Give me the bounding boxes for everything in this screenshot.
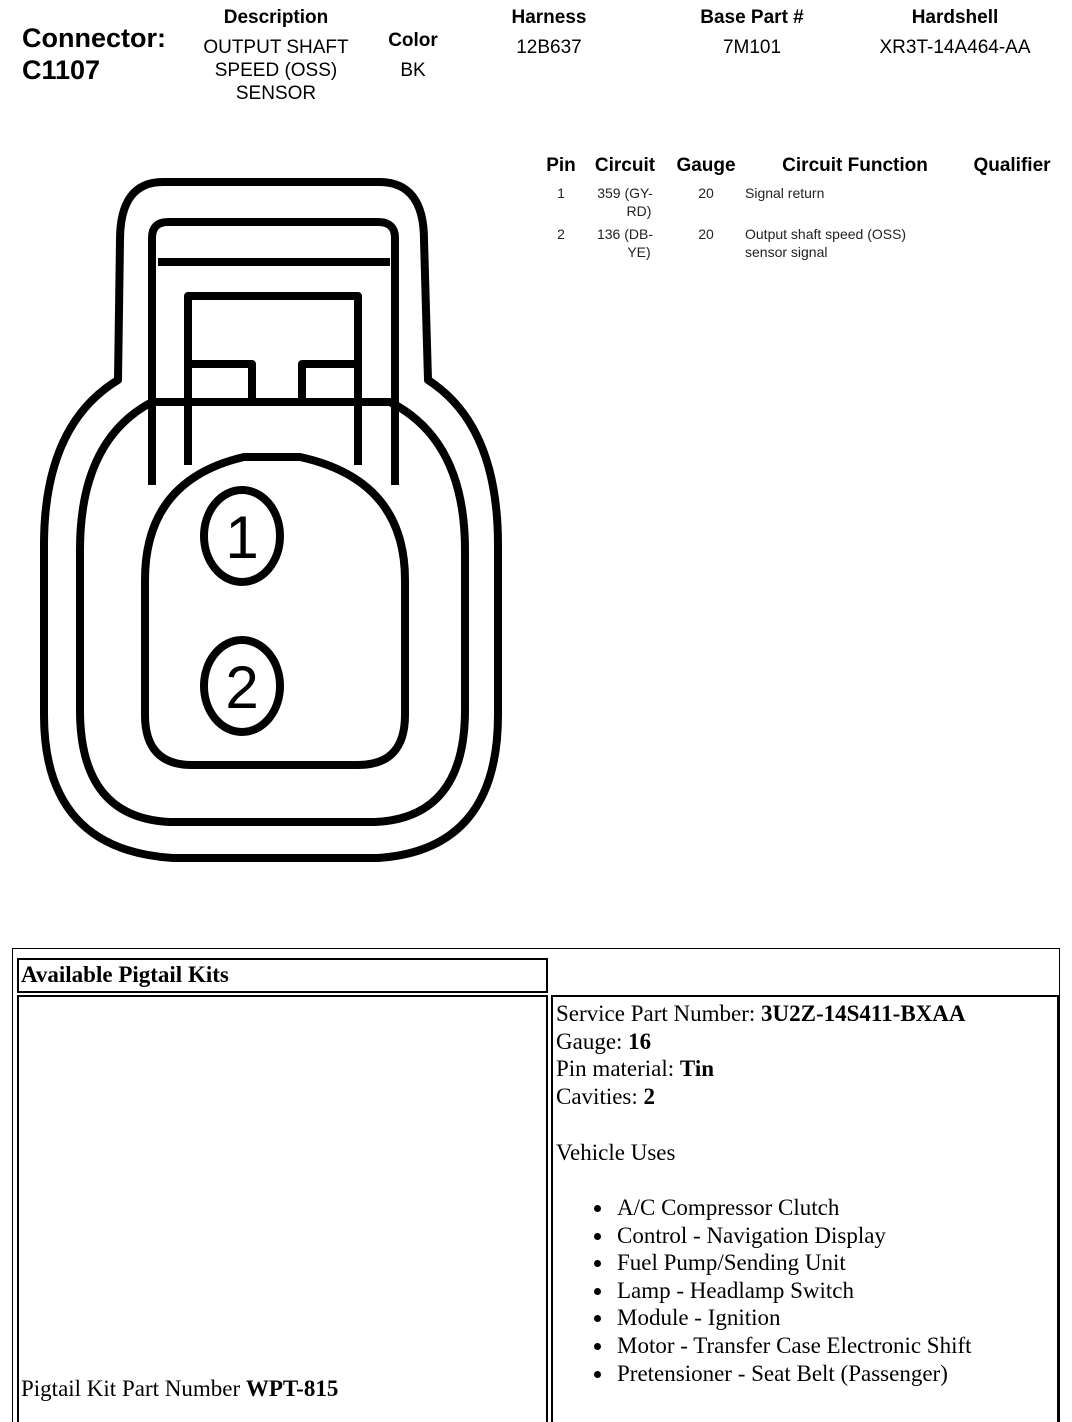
connector-face-diagram <box>40 170 520 870</box>
pin-function-line: Output shaft speed (OSS) <box>745 226 907 242</box>
base-part-column <box>680 6 824 59</box>
pin-material-value: Tin <box>679 1056 715 1081</box>
pin-number: 1 <box>557 185 565 201</box>
cavities-label: Cavities: <box>556 1084 644 1109</box>
hardshell-column <box>855 6 1055 59</box>
pin-number: 2 <box>557 226 565 242</box>
pin-1-label: 1 <box>225 504 259 571</box>
kit-part-label: Pigtail Kit Part Number <box>21 1376 246 1401</box>
pin-material <box>556 1055 714 1083</box>
pigtail-kit-part-number <box>21 1376 338 1402</box>
pin-header: Pin <box>546 155 576 176</box>
pin-gauge: 20 <box>698 185 714 201</box>
pin-circuit-line: 136 (DB- <box>596 226 654 242</box>
kit-gauge <box>556 1028 651 1056</box>
connector-heading <box>22 22 166 86</box>
pin-function <box>745 184 955 202</box>
service-part-label: Service Part Number: <box>556 1001 762 1026</box>
gauge-header: Gauge <box>676 155 736 176</box>
harness-column <box>490 6 608 59</box>
cavities <box>556 1083 655 1111</box>
pigtail-image-cell <box>17 995 548 1422</box>
harness-value: 12B637 <box>516 37 582 58</box>
base-part-header: Base Part # <box>700 7 804 28</box>
pin-2-label: 2 <box>225 654 259 721</box>
service-part-value: 3U2Z-14S411-BXAA <box>761 1001 966 1026</box>
description-header: Description <box>223 7 329 28</box>
list-item: Motor - Transfer Case Electronic Shift <box>590 1332 972 1360</box>
pin-function-line: sensor signal <box>745 244 828 260</box>
kit-gauge-value: 16 <box>628 1029 652 1054</box>
pigtail-title: Available Pigtail Kits <box>21 962 229 987</box>
pin-function-line: Signal return <box>745 185 825 201</box>
pin-circuit-line: 359 (GY- <box>597 185 653 201</box>
list-item: Lamp - Headlamp Switch <box>590 1277 972 1305</box>
description-line: OUTPUT SHAFT <box>203 37 349 58</box>
connector-id: C1107 <box>22 55 101 85</box>
color-column <box>374 29 452 82</box>
qualifier-header: Qualifier <box>973 155 1051 176</box>
base-part-value: 7M101 <box>722 37 782 58</box>
cavities-value: 2 <box>643 1084 656 1109</box>
pin-circuit-line: RD) <box>626 203 652 219</box>
pigtail-blank-cell <box>551 958 1059 993</box>
circuit-function-header: Circuit Function <box>782 155 928 176</box>
harness-header: Harness <box>511 7 587 28</box>
hardshell-header: Hardshell <box>911 7 999 28</box>
list-item: A/C Compressor Clutch <box>590 1194 972 1222</box>
description-line: SENSOR <box>235 83 317 104</box>
list-item: Module - Ignition <box>590 1304 972 1332</box>
vehicle-uses-list <box>590 1194 972 1387</box>
vehicle-uses-label: Vehicle Uses <box>556 1140 676 1165</box>
pin-function <box>745 225 955 261</box>
circuit-header: Circuit <box>594 155 656 176</box>
pin-circuit <box>585 225 665 261</box>
list-item: Control - Navigation Display <box>590 1222 972 1250</box>
pin-circuit <box>585 184 665 220</box>
description-line: SPEED (OSS) <box>214 60 338 81</box>
pin-material-label: Pin material: <box>556 1056 680 1081</box>
connector-label: Connector: <box>22 23 166 53</box>
latch-tab <box>188 296 358 465</box>
color-header: Color <box>388 30 438 51</box>
latch-tab-notch <box>188 364 358 402</box>
list-item: Fuel Pump/Sending Unit <box>590 1249 972 1277</box>
pin-insert <box>145 457 405 765</box>
description-column <box>190 6 362 105</box>
color-value: BK <box>400 60 426 81</box>
list-item: Pretensioner - Seat Belt (Passenger) <box>590 1360 972 1388</box>
kit-gauge-label: Gauge: <box>556 1029 629 1054</box>
service-part-number <box>556 1000 966 1028</box>
pin-circuit-line: YE) <box>627 244 651 260</box>
pin-gauge: 20 <box>698 226 714 242</box>
kit-part-value: WPT-815 <box>245 1376 339 1401</box>
hardshell-value: XR3T-14A464-AA <box>879 37 1031 58</box>
